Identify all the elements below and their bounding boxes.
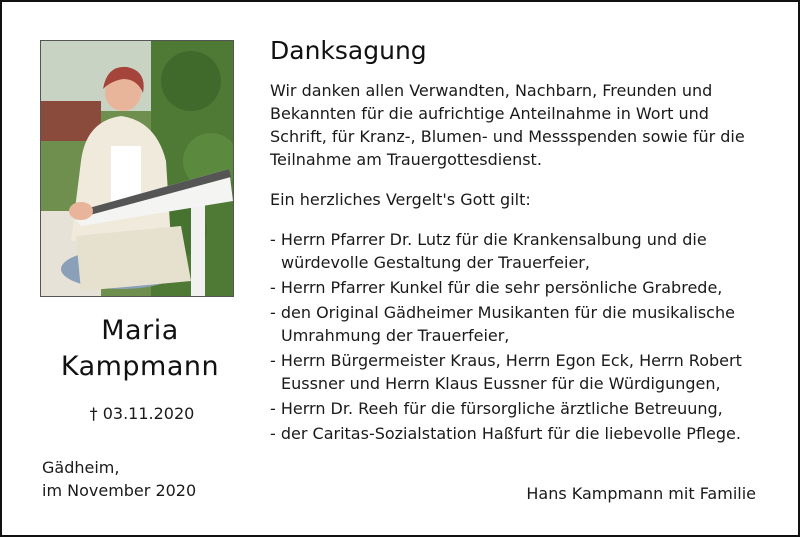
signature: Hans Kampmann mit Familie xyxy=(526,484,756,503)
place-and-date xyxy=(42,456,196,502)
list-item: - Herrn Bürgermeister Kraus, Herrn Egon Eck, Herrn Robert Eussner und Herrn Klaus Eussner für die Würdigungen, xyxy=(270,351,742,393)
list-item: - Herrn Pfarrer Dr. Lutz für die Krankensalbung und die würdevolle Gestaltung der Trauerfeier, xyxy=(270,230,707,272)
portrait-photo xyxy=(40,40,234,297)
intro-paragraph: Wir danken allen Verwandten, Nachbarn, Freunden und Bekannten für die aufrichtige Anteilnahme in Wort und Schrift, für Kranz-, Blumen- und Messspenden sowie für die Teilnahme am Trauergottesdienst. xyxy=(270,81,745,169)
death-date: † 03.11.2020 xyxy=(89,404,195,423)
thanks-list xyxy=(270,228,770,447)
deceased-last-name: Kampmann xyxy=(60,351,220,382)
list-item: - Herrn Pfarrer Kunkel für die sehr persönliche Grabrede, xyxy=(270,278,723,297)
thanks-intro: Ein herzliches Vergelt's Gott gilt: xyxy=(270,190,531,209)
list-item: - der Caritas-Sozialstation Haßfurt für die liebevolle Pflege. xyxy=(270,424,741,443)
page-title: Danksagung xyxy=(270,36,427,65)
list-item: - Herrn Dr. Reeh für die fürsorgliche ärztliche Betreuung, xyxy=(270,399,723,418)
list-item: - den Original Gädheimer Musikanten für die musikalische Umrahmung der Trauerfeier, xyxy=(270,303,735,345)
date-line: im November 2020 xyxy=(42,481,197,500)
deceased-first-name: Maria xyxy=(101,315,179,346)
place-line: Gädheim, xyxy=(42,458,120,477)
